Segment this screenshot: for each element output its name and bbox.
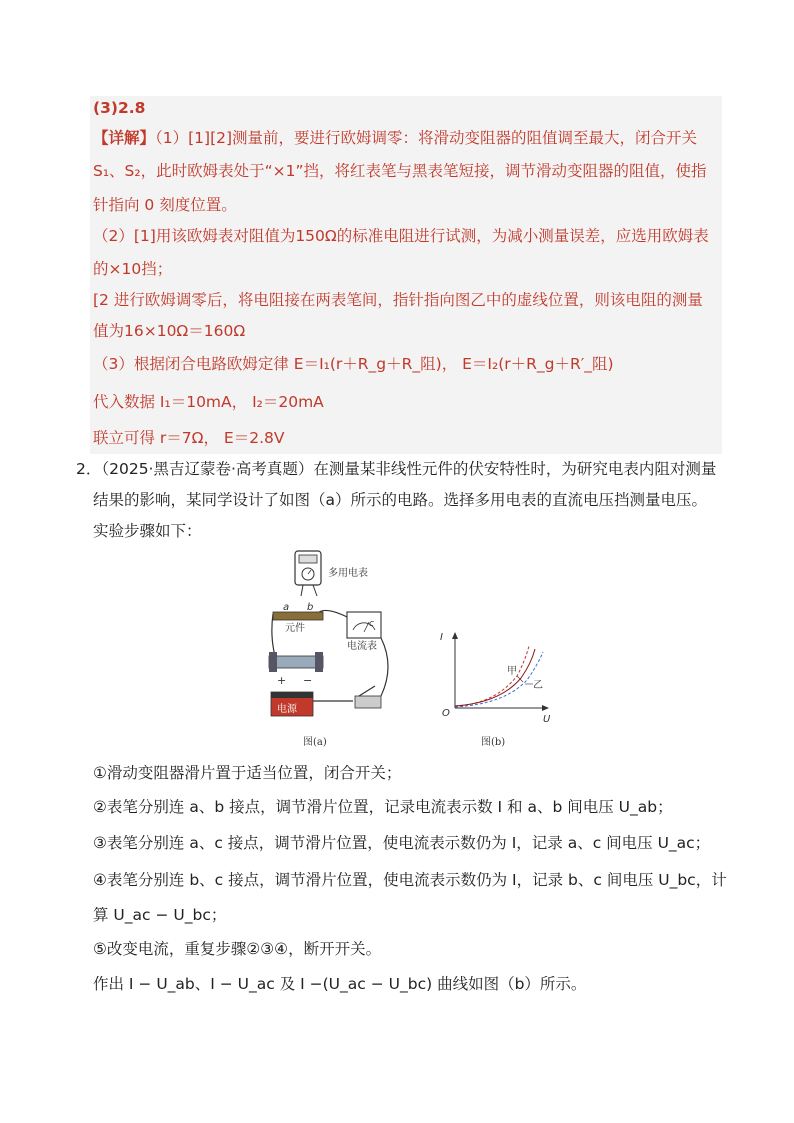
answer-line-6: 的×10挡； [93,260,173,278]
iu-graph [452,632,549,711]
axis-u-label: U [543,714,551,725]
answer-line-2-text: （1）[1][2]测量前，要进行欧姆调零：将滑动变阻器的阻值调至最大，闭合开关 [155,129,698,147]
answer-line-7: [2 进行欧姆调零后，将电阻接在两表笔间，指针指向图乙中的虚线位置，则该电阻的测量 [93,291,703,309]
element-label: 元件 [285,623,305,634]
answer-line-1: (3)2.8 [93,99,146,117]
caption-a: 图(a) [303,737,327,748]
question-line-2: 结果的影响，某同学设计了如图（a）所示的电路。选择多用电表的直流电压挡测量电压。 [93,491,708,509]
multimeter-icon [295,551,321,596]
experiment-figure [255,546,565,751]
multimeter-label: 多用电表 [328,568,368,579]
origin-label: O [442,708,450,719]
curve-jia-label: 甲 [507,666,517,677]
figure-svg [255,546,565,751]
answer-line-2 [93,128,697,148]
step-4-cont: 算 U_ac − U_bc； [93,906,227,924]
step-4: ④表笔分别连 b、c 接点，调节滑片位置，使电流表示数仍为 I，记录 b、c 间电压 U_bc，计 [93,871,727,889]
step-2: ②表笔分别连 a、b 接点，调节滑片位置，记录电流表示数 I 和 a、b 间电压 U_ab； [93,798,673,816]
question-line-1: 2．（2025·黑吉辽蒙卷·高考真题）在测量某非线性元件的伏安特性时，为研究电表内阻对测量 [76,460,717,478]
step-3: ③表笔分别连 a、c 接点，调节滑片位置，使电流表示数仍为 I，记录 a、c 间电压 U_ac； [93,834,711,852]
element-component [273,612,323,620]
answer-line-8: 值为16×10Ω＝160Ω [93,322,246,340]
switch-icon [355,686,381,708]
plot-statement: 作出 I − U_ab、I − U_ac 及 I −(U_ac − U_bc) 曲线如图（b）所示。 [93,975,587,993]
ammeter-label: 电流表 [347,641,377,652]
step-5: ⑤改变电流，重复步骤②③④，断开开关。 [93,940,382,958]
curve-yi-label: 乙 [533,680,543,691]
axis-i-label: I [440,632,443,643]
source-label: 电源 [277,704,297,715]
answer-line-3: S₁、S₂，此时欧姆表处于“×1”挡，将红表笔与黑表笔短接，调节滑动变阻器的阻值，使指 [93,162,707,180]
question-line-3: 实验步骤如下： [93,522,202,540]
minus-sign: − [303,674,313,687]
caption-b: 图(b) [481,737,506,748]
answer-line-9: （3）根据闭合电路欧姆定律 E＝I₁(r＋R_g＋R_阻)， E＝I₂(r＋R_g＋R′_阻) [93,355,614,373]
ammeter-icon [347,612,381,638]
point-a-label: a [283,602,290,613]
answer-line-4: 针指向 0 刻度位置。 [93,196,237,214]
answer-line-10: 代入数据 I₁＝10mA， I₂＝20mA [93,393,324,411]
answer-line-5: （2）[1]用该欧姆表对阻值为150Ω的标准电阻进行试测，为减小测量误差，应选用欧姆表 [93,227,709,245]
plus-sign: + [277,674,287,687]
point-c-label: c [369,619,374,629]
answer-line-11: 联立可得 r＝7Ω， E＝2.8V [93,429,285,447]
rheostat-icon [269,652,323,672]
point-b-label: b [307,602,314,613]
step-1: ①滑动变阻器滑片置于适当位置，闭合开关； [93,764,402,782]
detail-tag: 【详解】 [93,129,156,147]
